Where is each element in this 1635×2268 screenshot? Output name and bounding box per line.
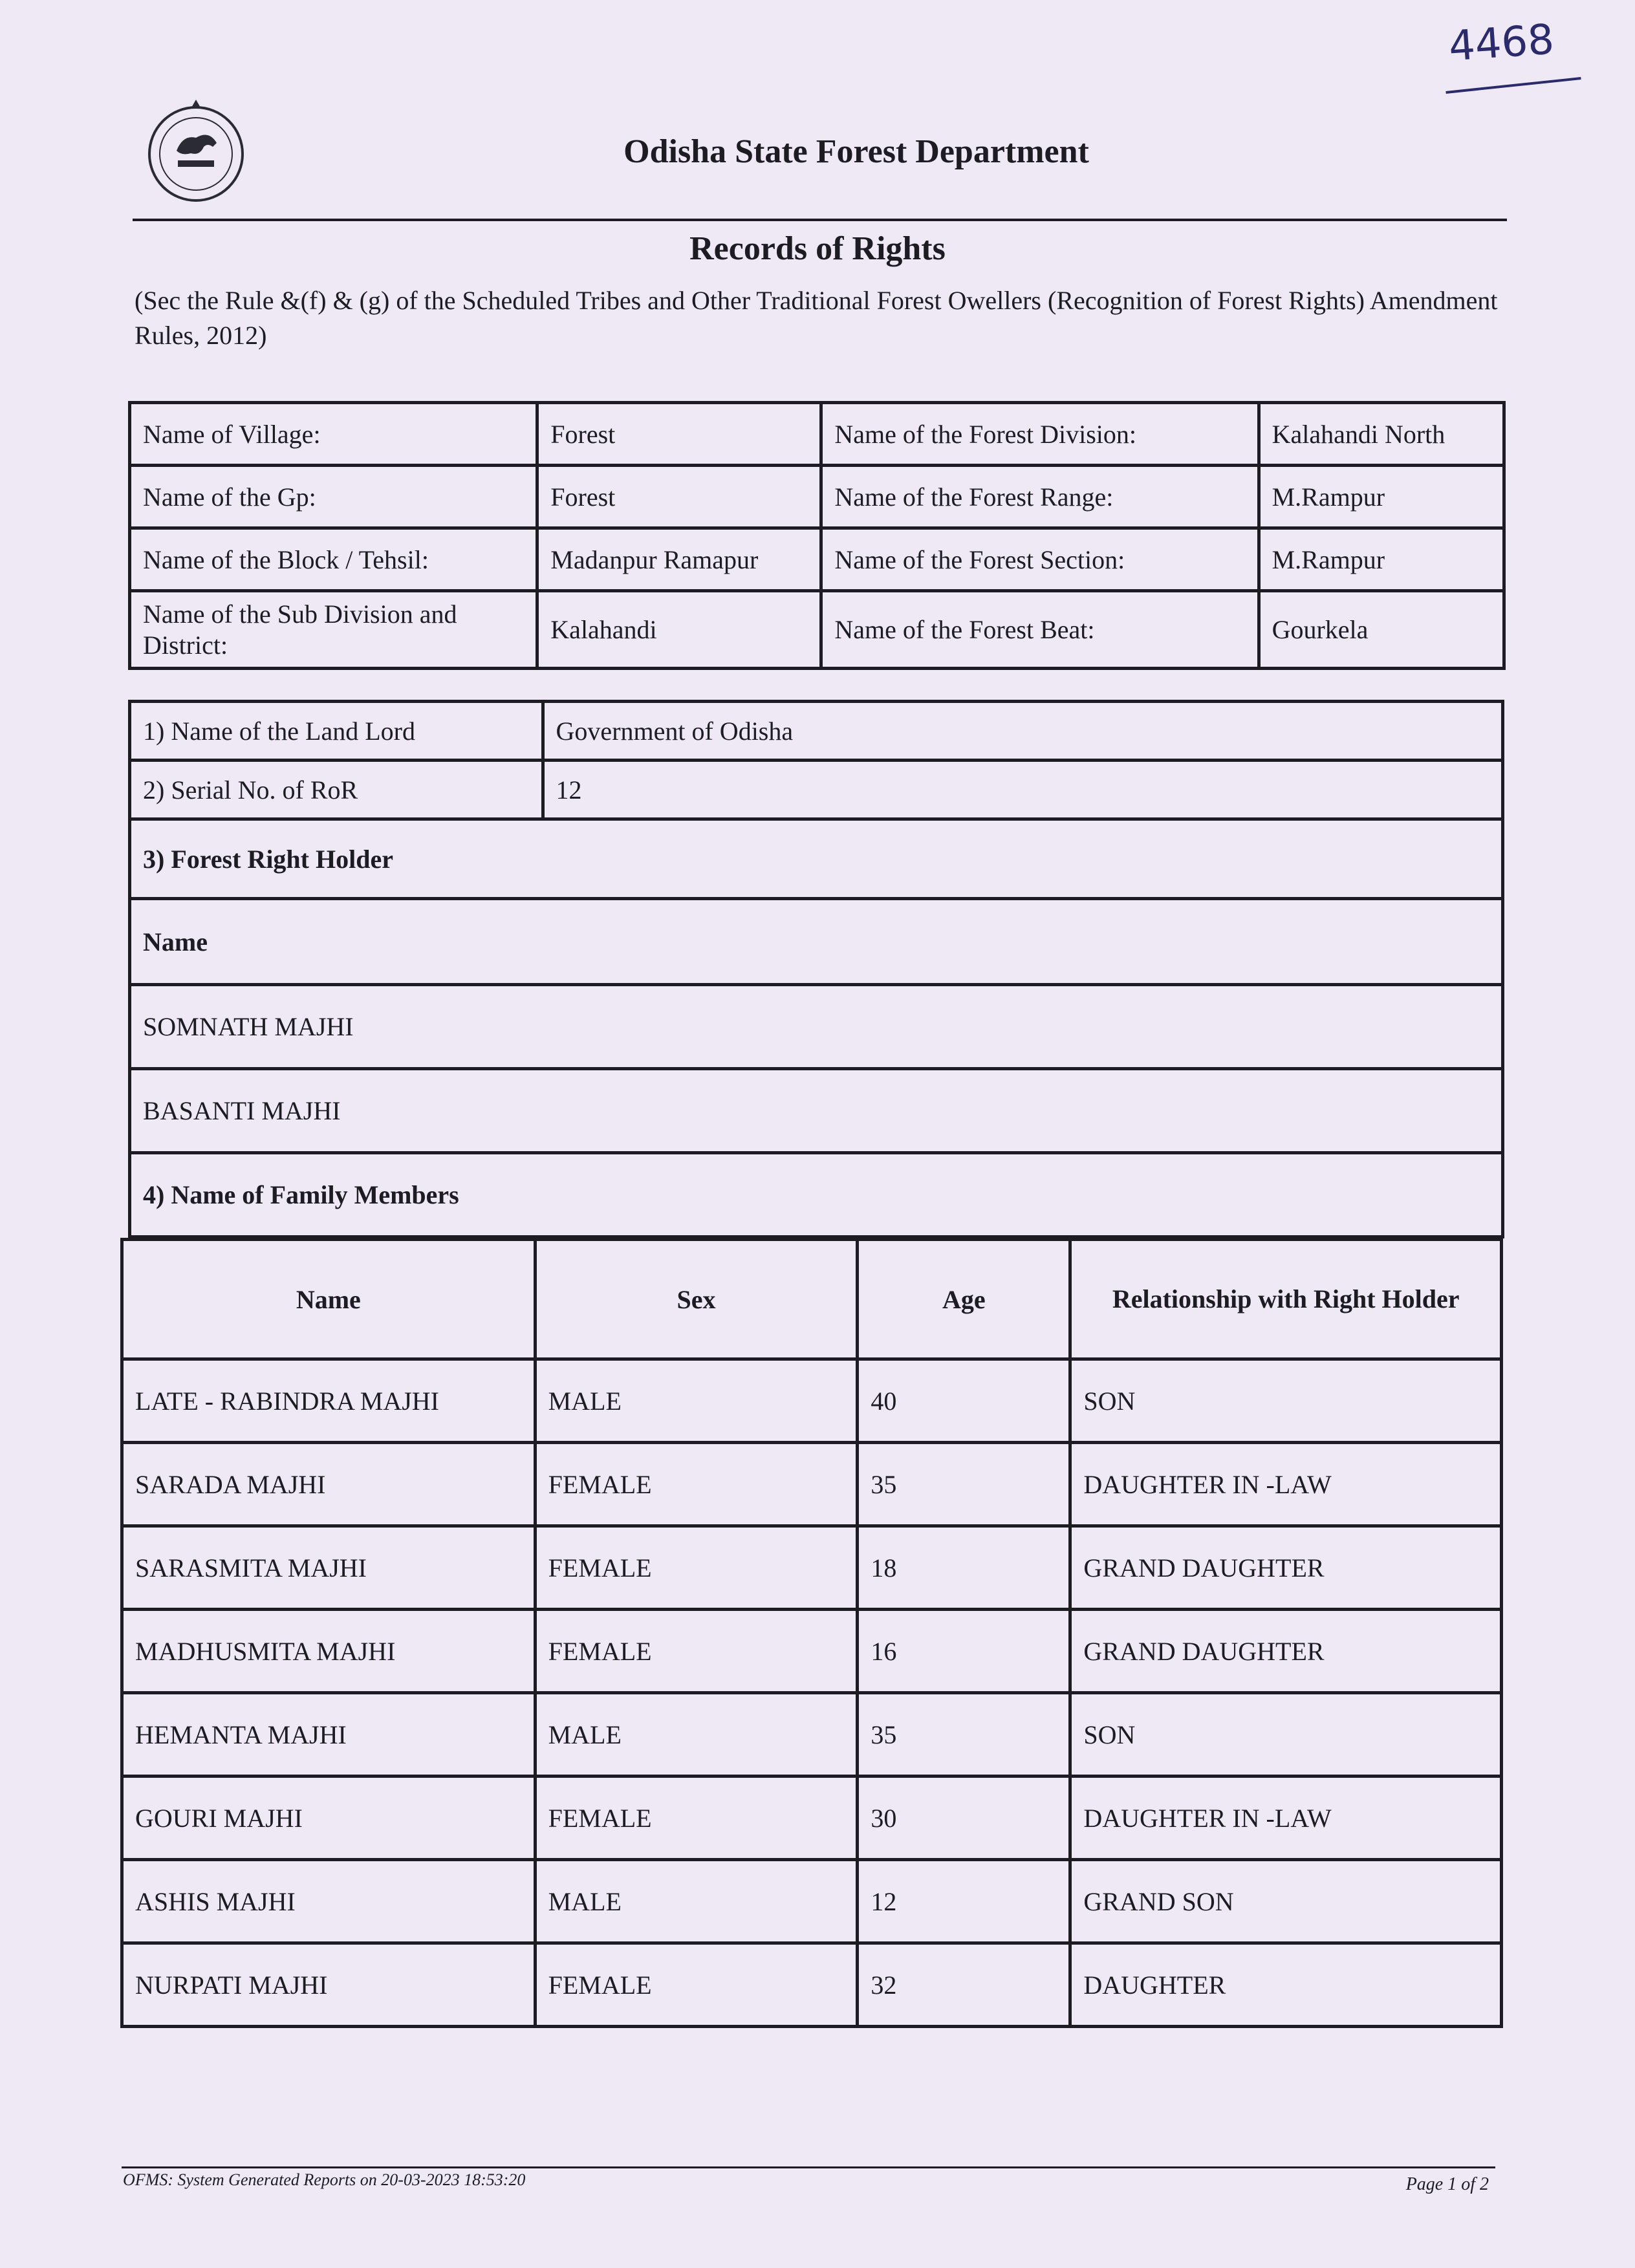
table-row [122, 1860, 1502, 1943]
member-age: 32 [858, 1943, 1070, 2027]
table-row [122, 1359, 1502, 1443]
member-sex: FEMALE [535, 1526, 858, 1610]
footer-divider [122, 2166, 1495, 2168]
forest-section-value: M.Rampur [1259, 528, 1504, 591]
record-table [128, 700, 1504, 1238]
table-row [122, 1526, 1502, 1610]
right-holder-name: BASANTI MAJHI [130, 1069, 1503, 1153]
member-sex: FEMALE [535, 1943, 858, 2027]
serial-no-label: 2) Serial No. of RoR [130, 761, 543, 819]
table-row [122, 1943, 1502, 2027]
table-row [130, 591, 1504, 669]
family-members-heading: 4) Name of Family Members [130, 1153, 1503, 1237]
member-relationship: GRAND SON [1070, 1860, 1502, 1943]
member-sex: FEMALE [535, 1443, 858, 1526]
member-relationship: DAUGHTER [1070, 1943, 1502, 2027]
table-row [130, 1069, 1503, 1153]
column-header-sex: Sex [535, 1240, 858, 1359]
member-relationship: SON [1070, 1359, 1502, 1443]
table-row [122, 1610, 1502, 1693]
gp-label: Name of the Gp: [130, 466, 537, 528]
column-header-age: Age [858, 1240, 1070, 1359]
land-lord-value: Government of Odisha [543, 702, 1502, 761]
member-sex: FEMALE [535, 1610, 858, 1693]
header-divider [133, 219, 1507, 221]
member-name: SARASMITA MAJHI [122, 1526, 536, 1610]
handwritten-number: 4468 [1447, 16, 1556, 71]
sub-division-value: Kalahandi [537, 591, 821, 669]
column-header-name: Name [122, 1240, 536, 1359]
right-holder-heading: 3) Forest Right Holder [130, 819, 1503, 899]
column-header-relationship: Relationship with Right Holder [1070, 1240, 1502, 1359]
table-row [130, 899, 1503, 985]
member-name: HEMANTA MAJHI [122, 1693, 536, 1777]
member-age: 35 [858, 1693, 1070, 1777]
member-name: NURPATI MAJHI [122, 1943, 536, 2027]
document-title: Records of Rights [689, 230, 946, 267]
page-number: Page 1 of 2 [1405, 2174, 1489, 2194]
right-holder-name: SOMNATH MAJHI [130, 985, 1503, 1069]
member-relationship: GRAND DAUGHTER [1070, 1610, 1502, 1693]
member-sex: MALE [535, 1693, 858, 1777]
table-row [130, 1153, 1503, 1237]
member-age: 16 [858, 1610, 1070, 1693]
family-members-table [120, 1238, 1503, 2028]
block-value: Madanpur Ramapur [537, 528, 821, 591]
member-age: 35 [858, 1443, 1070, 1526]
table-row [130, 985, 1503, 1069]
member-sex: MALE [535, 1359, 858, 1443]
member-relationship: SON [1070, 1693, 1502, 1777]
table-row [130, 466, 1504, 528]
member-name: LATE - RABINDRA MAJHI [122, 1359, 536, 1443]
block-label: Name of the Block / Tehsil: [130, 528, 537, 591]
forest-range-value: M.Rampur [1259, 466, 1504, 528]
member-name: MADHUSMITA MAJHI [122, 1610, 536, 1693]
member-name: SARADA MAJHI [122, 1443, 536, 1526]
table-row [122, 1693, 1502, 1777]
location-table [128, 401, 1506, 670]
member-age: 18 [858, 1526, 1070, 1610]
member-name: ASHIS MAJHI [122, 1860, 536, 1943]
member-age: 12 [858, 1860, 1070, 1943]
gp-value: Forest [537, 466, 821, 528]
handwritten-underline [1446, 77, 1581, 94]
forest-range-label: Name of the Forest Range: [821, 466, 1259, 528]
serial-no-value: 12 [543, 761, 1502, 819]
table-header-row [122, 1240, 1502, 1359]
forest-division-value: Kalahandi North [1259, 403, 1504, 466]
land-lord-label: 1) Name of the Land Lord [130, 702, 543, 761]
forest-section-label: Name of the Forest Section: [821, 528, 1259, 591]
table-row [130, 819, 1503, 899]
table-row [130, 528, 1504, 591]
table-row [130, 702, 1503, 761]
member-relationship: GRAND DAUGHTER [1070, 1526, 1502, 1610]
table-row [122, 1443, 1502, 1526]
member-sex: FEMALE [535, 1777, 858, 1860]
sub-division-label: Name of the Sub Division and District: [130, 591, 537, 669]
member-relationship: DAUGHTER IN -LAW [1070, 1443, 1502, 1526]
table-row [130, 403, 1504, 466]
member-age: 30 [858, 1777, 1070, 1860]
member-relationship: DAUGHTER IN -LAW [1070, 1777, 1502, 1860]
member-sex: MALE [535, 1860, 858, 1943]
footer-generated-text: OFMS: System Generated Reports on 20-03-2023 18:53:20 [123, 2170, 526, 2189]
document-subtitle: (Sec the Rule &(f) & (g) of the Scheduled Tribes and Other Traditional Forest Owellers (Recognition of Forest Rights) Amendment Rules, 2012) [135, 286, 1498, 350]
forest-beat-value: Gourkela [1259, 591, 1504, 669]
forest-beat-label: Name of the Forest Beat: [821, 591, 1259, 669]
village-label: Name of Village: [130, 403, 537, 466]
village-value: Forest [537, 403, 821, 466]
table-row [130, 761, 1503, 819]
table-row [122, 1777, 1502, 1860]
forest-division-label: Name of the Forest Division: [821, 403, 1259, 466]
right-holder-name-heading: Name [130, 899, 1503, 985]
department-title: Odisha State Forest Department [623, 133, 1089, 170]
member-age: 40 [858, 1359, 1070, 1443]
member-name: GOURI MAJHI [122, 1777, 536, 1860]
